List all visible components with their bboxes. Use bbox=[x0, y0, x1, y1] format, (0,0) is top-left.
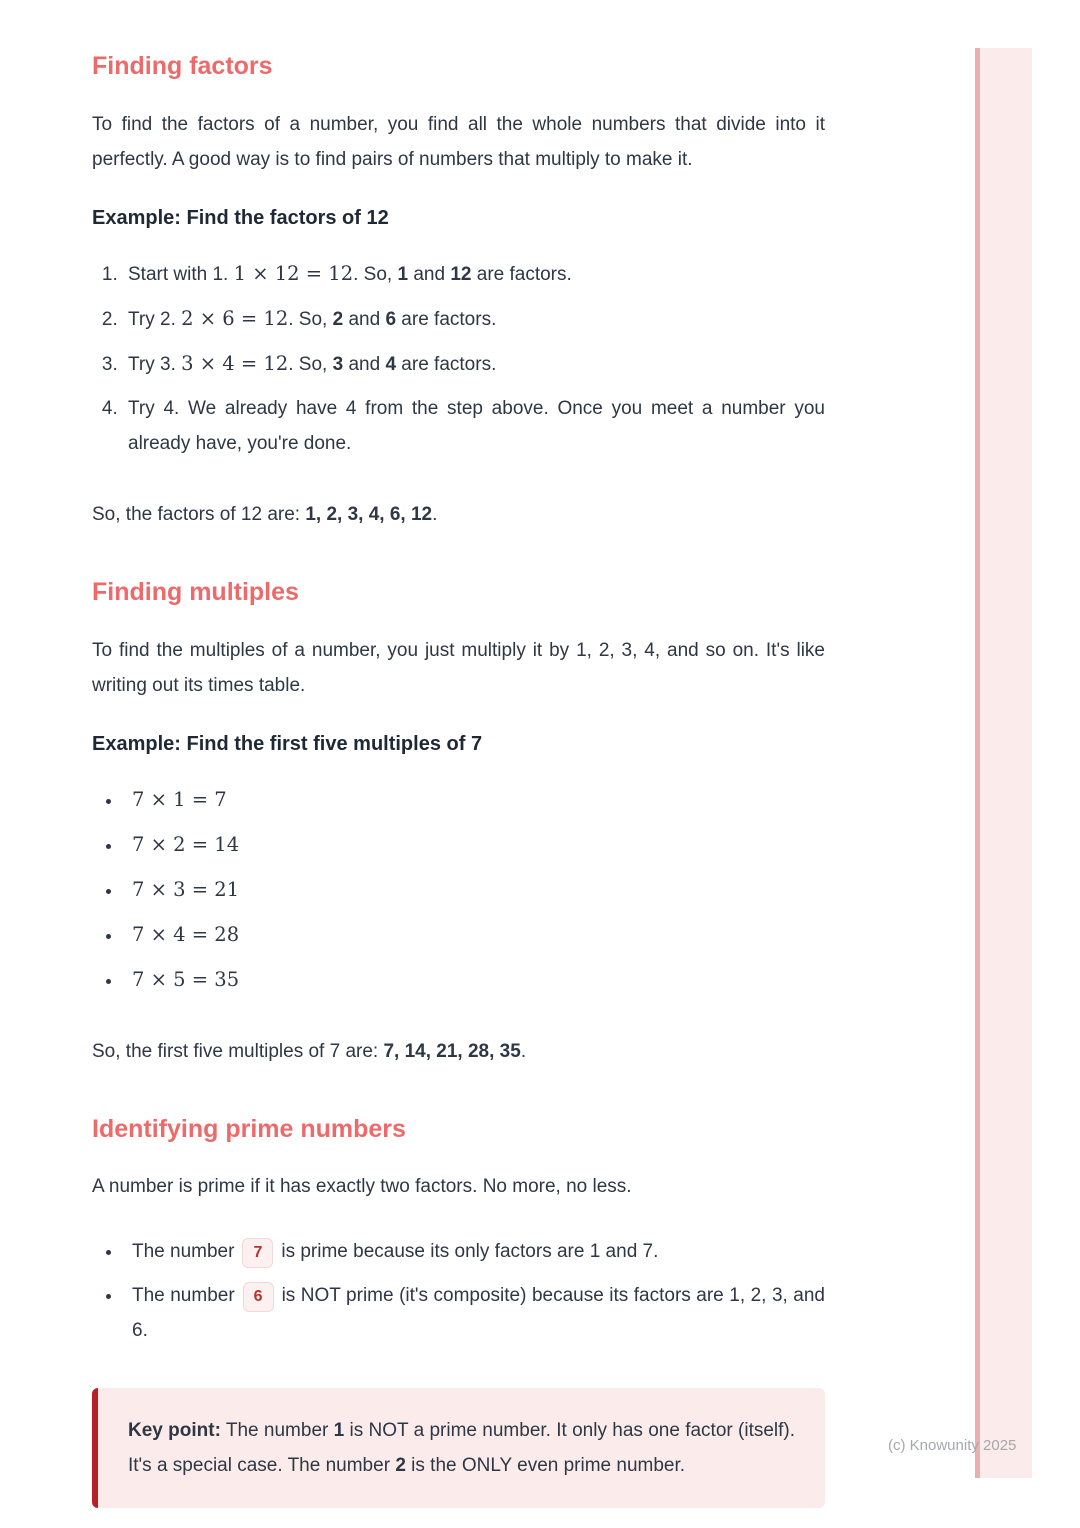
text-segment: Start with 1. bbox=[128, 263, 234, 285]
multiples-list bbox=[92, 782, 825, 998]
text-segment: 2 bbox=[332, 308, 344, 330]
factors-example-heading: Example: Find the factors of 12 bbox=[92, 206, 389, 229]
key-point-text bbox=[128, 1413, 795, 1483]
text-segment: . bbox=[432, 503, 438, 525]
factors-intro-paragraph bbox=[92, 107, 825, 177]
list-item bbox=[123, 917, 825, 953]
multiples-example-heading: Example: Find the first five multiples of 7 bbox=[92, 732, 483, 755]
math-expression: 7 × 2 = 14 bbox=[132, 832, 240, 856]
text-segment: So, the first five multiples of 7 are: bbox=[92, 1040, 384, 1062]
math-expression: 3 × 4 = 12 bbox=[181, 351, 289, 375]
text-segment: . So, bbox=[288, 353, 333, 375]
math-expression: 2 × 6 = 12 bbox=[181, 306, 289, 330]
list-item bbox=[123, 827, 825, 863]
text-segment: and bbox=[343, 353, 386, 375]
text-segment: 7, 14, 21, 28, 35 bbox=[383, 1040, 521, 1062]
list-item bbox=[123, 391, 825, 461]
list-item bbox=[123, 782, 825, 818]
text-segment: and bbox=[408, 263, 451, 285]
text-segment: Try 3. bbox=[128, 353, 182, 375]
section-heading-finding-factors: Finding factors bbox=[92, 52, 273, 80]
inline-number-chip: 7 bbox=[242, 1238, 273, 1268]
text-segment: 1 bbox=[333, 1420, 345, 1442]
factor-steps-list bbox=[92, 256, 825, 461]
text-segment: 1, 2, 3, 4, 6, 12 bbox=[305, 503, 433, 525]
list-item bbox=[123, 256, 825, 292]
text-segment: 4 bbox=[385, 353, 397, 375]
text-segment: So, the factors of 12 are: bbox=[92, 503, 306, 525]
text-segment: 1 bbox=[397, 263, 409, 285]
multiples-summary bbox=[92, 1034, 825, 1069]
list-item bbox=[123, 872, 825, 908]
text-segment: To find the factors of a number, you find all the whole numbers that divide into it perfectly. A good way is to find pairs of numbers that multiply to make it. bbox=[92, 113, 825, 170]
text-segment: . bbox=[520, 1040, 527, 1062]
text-segment: are factors. bbox=[471, 263, 572, 285]
text-segment: is the ONLY even prime number. bbox=[405, 1455, 686, 1477]
text-segment: 2 bbox=[395, 1455, 406, 1477]
inline-number-chip: 6 bbox=[243, 1282, 274, 1312]
section-heading-finding-multiples: Finding multiples bbox=[92, 577, 299, 606]
text-segment: The number bbox=[132, 1241, 235, 1263]
text-segment: 12 bbox=[450, 263, 472, 285]
copyright-footer: (c) Knowunity 2025 bbox=[888, 1437, 1017, 1454]
list-item bbox=[123, 346, 825, 382]
page-edge-strip bbox=[975, 48, 1032, 1478]
key-point-callout bbox=[92, 1388, 825, 1508]
section-finding-multiples bbox=[92, 578, 825, 1069]
text-segment: 6 bbox=[385, 308, 397, 330]
primes-examples-list bbox=[92, 1234, 825, 1348]
text-segment: is NOT prime (it's composite) because its factors are 1, 2, 3, and 6. bbox=[132, 1285, 825, 1342]
text-segment: is NOT a prime number. It only has one factor (itself). It's a special case. The number bbox=[128, 1420, 796, 1477]
text-segment: The number bbox=[220, 1420, 334, 1442]
factors-summary bbox=[92, 497, 825, 532]
document-content bbox=[92, 52, 825, 1508]
text-segment: and bbox=[343, 308, 386, 330]
text-segment: A number is prime if it has exactly two factors. No more, no less. bbox=[92, 1176, 632, 1198]
math-expression: 7 × 3 = 21 bbox=[132, 877, 240, 901]
text-segment: is prime because its only factors are 1 and 7. bbox=[281, 1241, 659, 1263]
text-segment: . So, bbox=[353, 263, 398, 285]
text-segment: are factors. bbox=[396, 308, 497, 330]
section-identifying-primes bbox=[92, 1115, 825, 1509]
list-item bbox=[123, 1234, 825, 1269]
text-segment: Key point: bbox=[128, 1420, 221, 1442]
text-segment: . So, bbox=[288, 308, 333, 330]
text-segment: 3 bbox=[332, 353, 344, 375]
primes-intro-paragraph bbox=[92, 1169, 825, 1204]
section-finding-factors bbox=[92, 52, 825, 532]
text-segment: The number bbox=[132, 1285, 235, 1307]
text-segment: are factors. bbox=[396, 353, 497, 375]
section-heading-identifying-primes: Identifying prime numbers bbox=[92, 1114, 406, 1143]
text-segment: To find the multiples of a number, you just multiply it by 1, 2, 3, 4, and so on. It's like writing out its times table. bbox=[92, 639, 825, 696]
math-expression: 1 × 12 = 12 bbox=[233, 261, 354, 285]
list-item bbox=[123, 301, 825, 337]
text-segment: Try 2. bbox=[128, 308, 182, 330]
list-item bbox=[123, 962, 825, 998]
list-item bbox=[123, 1278, 825, 1348]
multiples-intro-paragraph bbox=[92, 633, 825, 703]
math-expression: 7 × 1 = 7 bbox=[132, 787, 227, 811]
text-segment: Try 4. We already have 4 from the step above. Once you meet a number you already have, you're done. bbox=[128, 397, 825, 454]
math-expression: 7 × 5 = 35 bbox=[132, 967, 240, 991]
math-expression: 7 × 4 = 28 bbox=[132, 922, 240, 946]
